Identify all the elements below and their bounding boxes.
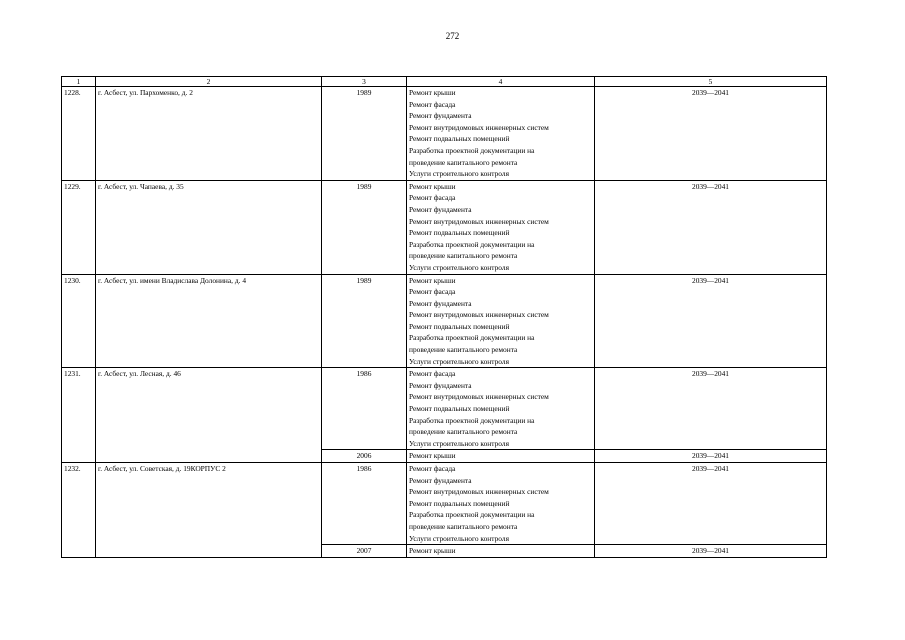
entry-year: 1989	[322, 87, 407, 181]
work-item: проведение капитального ремонта	[409, 345, 518, 355]
work-item: Услуги строительного контроля	[409, 438, 509, 448]
table-row	[62, 463, 827, 545]
entry-address: г. Асбест, ул. Пархоменко, д. 2	[96, 87, 322, 181]
work-item: Ремонт внутридомовых инженерных систем	[409, 392, 549, 402]
work-item: Ремонт фундамента	[409, 475, 472, 485]
work-item: Разработка проектной документации на	[409, 510, 535, 520]
work-item: Ремонт внутридомовых инженерных систем	[409, 310, 549, 320]
entry-year: 1986	[322, 368, 407, 450]
work-item: Ремонт фундамента	[409, 111, 472, 121]
entry-period: 2039—2041	[595, 545, 827, 558]
entry-address: г. Асбест, ул. Чапаева, д. 35	[96, 180, 322, 274]
work-item: Разработка проектной документации на	[409, 415, 535, 425]
work-item: проведение капитального ремонта	[409, 521, 518, 531]
header-row	[62, 77, 827, 87]
work-item: проведение капитального ремонта	[409, 251, 518, 261]
entry-address: г. Асбест, ул. Лесная, д. 46	[96, 368, 322, 463]
entry-works	[407, 463, 595, 545]
work-item: Ремонт фундамента	[409, 204, 472, 214]
entry-period: 2039—2041	[595, 274, 827, 368]
work-item: Ремонт подвальных помещений	[409, 228, 510, 238]
work-item: Ремонт фасада	[409, 369, 456, 379]
header-col-1: 1	[62, 77, 96, 87]
entry-year: 2006	[322, 450, 407, 463]
entry-period: 2039—2041	[595, 450, 827, 463]
capital-repair-table	[61, 76, 827, 558]
work-item: Разработка проектной документации на	[409, 239, 535, 249]
header-col-5: 5	[595, 77, 827, 87]
work-item: проведение капитального ремонта	[409, 427, 518, 437]
work-item: Ремонт фасада	[409, 99, 456, 109]
entry-period: 2039—2041	[595, 368, 827, 450]
entry-works	[407, 87, 595, 181]
work-item: Ремонт подвальных помещений	[409, 404, 510, 414]
work-item: Ремонт крыши	[409, 546, 456, 556]
entry-number: 1228.	[62, 87, 96, 181]
work-item: Ремонт фасада	[409, 193, 456, 203]
table-body	[62, 87, 827, 558]
entry-period: 2039—2041	[595, 463, 827, 545]
header-col-3: 3	[322, 77, 407, 87]
work-item: Ремонт крыши	[409, 451, 456, 461]
work-item: Ремонт крыши	[409, 88, 456, 97]
work-item: Услуги строительного контроля	[409, 533, 509, 543]
table-header	[62, 77, 827, 87]
entry-works	[407, 545, 595, 558]
entry-address: г. Асбест, ул. имени Владислава Долонина, д. 4	[96, 274, 322, 368]
table-row	[62, 87, 827, 181]
entry-number: 1229.	[62, 180, 96, 274]
entry-number: 1230.	[62, 274, 96, 368]
entry-year: 2007	[322, 545, 407, 558]
table-row	[62, 180, 827, 274]
entry-works	[407, 368, 595, 450]
work-item: Разработка проектной документации на	[409, 145, 535, 155]
work-item: Ремонт крыши	[409, 275, 456, 285]
work-item: Ремонт крыши	[409, 181, 456, 191]
page-number: 272	[445, 31, 460, 41]
work-item: Услуги строительного контроля	[409, 356, 509, 366]
entry-year: 1986	[322, 463, 407, 545]
work-item: Ремонт фасада	[409, 287, 456, 297]
work-item: Разработка проектной документации на	[409, 333, 535, 343]
entry-year: 1989	[322, 180, 407, 274]
table-row	[62, 368, 827, 450]
work-item: Ремонт внутридомовых инженерных систем	[409, 487, 549, 497]
entry-number: 1232.	[62, 463, 96, 558]
work-item: Ремонт фасада	[409, 464, 456, 473]
work-item: Ремонт подвальных помещений	[409, 498, 510, 508]
entry-period: 2039—2041	[595, 87, 827, 181]
work-item: Ремонт подвальных помещений	[409, 321, 510, 331]
work-item: Услуги строительного контроля	[409, 262, 509, 272]
work-item: Ремонт внутридомовых инженерных систем	[409, 122, 549, 132]
work-item: Ремонт фундамента	[409, 380, 472, 390]
table-row	[62, 274, 827, 368]
work-item: Услуги строительного контроля	[409, 169, 509, 179]
entry-year: 1989	[322, 274, 407, 368]
entry-address: г. Асбест, ул. Советская, д. 19КОРПУС 2	[96, 463, 322, 558]
entry-works	[407, 450, 595, 463]
entry-works	[407, 274, 595, 368]
work-item: Ремонт внутридомовых инженерных систем	[409, 216, 549, 226]
work-item: проведение капитального ремонта	[409, 157, 518, 167]
entry-works	[407, 180, 595, 274]
work-item: Ремонт фундамента	[409, 298, 472, 308]
entry-period: 2039—2041	[595, 180, 827, 274]
work-item: Ремонт подвальных помещений	[409, 134, 510, 144]
header-col-4: 4	[407, 77, 595, 87]
entry-number: 1231.	[62, 368, 96, 463]
header-col-2: 2	[96, 77, 322, 87]
